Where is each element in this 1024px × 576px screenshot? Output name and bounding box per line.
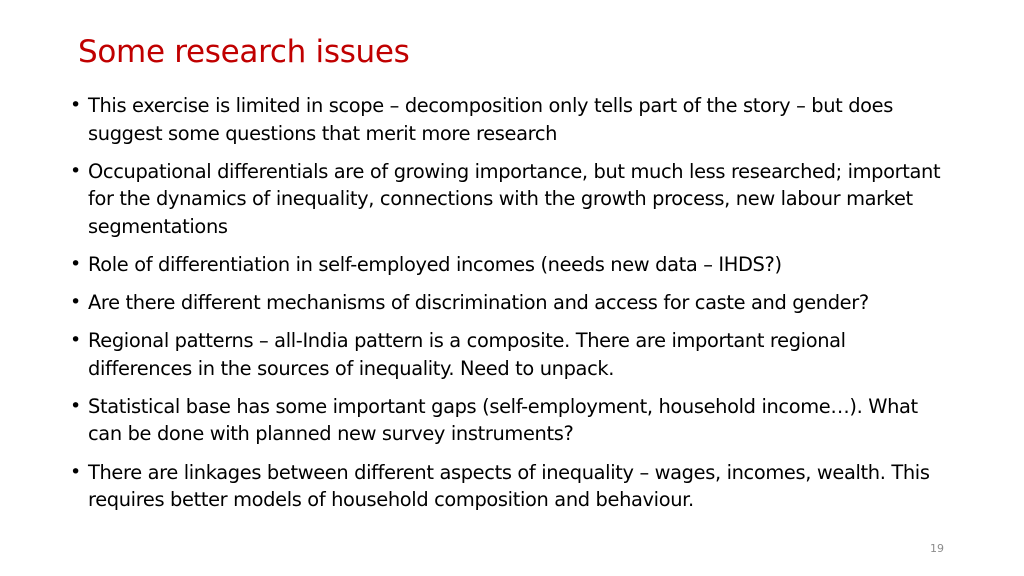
bullet-dot-icon: • <box>70 394 81 417</box>
bullet-item <box>70 459 950 514</box>
bullet-item <box>70 251 950 279</box>
bullet-dot-icon: • <box>70 460 81 483</box>
slide-title: Some research issues <box>78 34 410 70</box>
bullet-text: Are there different mechanisms of discrimination and access for caste and gender? <box>88 291 869 315</box>
bullet-item <box>70 327 950 382</box>
page-number: 19 <box>930 542 944 555</box>
bullet-text: Regional patterns – all-India pattern is a composite. There are important regional differences in the sources of inequality. Need to unpack. <box>88 329 846 380</box>
bullet-dot-icon: • <box>70 159 81 182</box>
bullet-text: There are linkages between different aspects of inequality – wages, incomes, wealth. This requires better models of household composition and behaviour. <box>88 460 930 512</box>
bullet-text: This exercise is limited in scope – decomposition only tells part of the story – but does suggest some questions that merit more research <box>88 94 894 145</box>
bullet-list <box>70 92 950 524</box>
bullet-text: Occupational differentials are of growing importance, but much less researched; important for the dynamics of inequality, connections with the growth process, new labour market segmentations <box>88 159 941 238</box>
bullet-text: Role of differentiation in self-employed incomes (needs new data – IHDS?) <box>88 252 782 276</box>
bullet-item <box>70 393 950 448</box>
bullet-dot-icon: • <box>70 252 81 275</box>
bullet-dot-icon: • <box>70 291 81 314</box>
bullet-text: Statistical base has some important gaps (self-employment, household income…). What can be done with planned new survey instruments? <box>88 394 918 446</box>
bullet-dot-icon: • <box>70 94 81 116</box>
bullet-item <box>70 289 950 317</box>
bullet-dot-icon: • <box>70 329 81 352</box>
bullet-item <box>70 158 950 241</box>
bullet-item <box>70 92 950 147</box>
